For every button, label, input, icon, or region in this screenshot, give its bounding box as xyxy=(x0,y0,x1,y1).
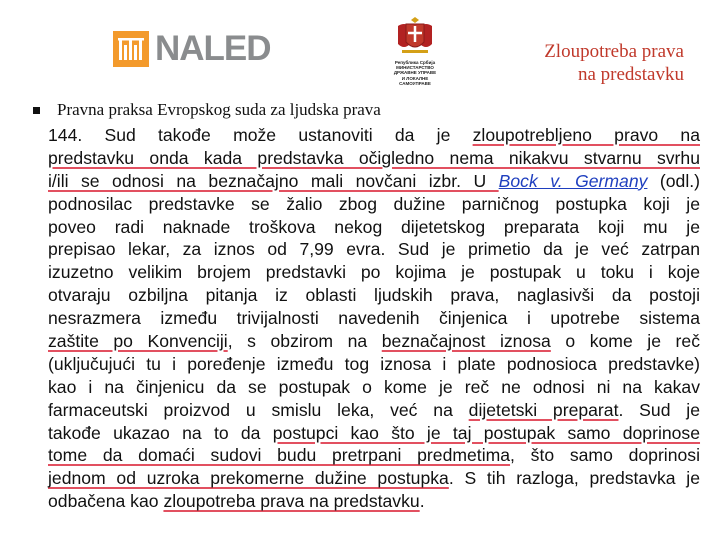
text-run: 144. Sud takođe može ustanoviti da je xyxy=(48,125,473,145)
underlined-phrase: jednom od uzroka prekomerne dužine postupka xyxy=(48,468,449,489)
paragraph-line xyxy=(48,170,700,193)
paragraph-line: (uključujući tu i poređenje između tog iznosa i plate podnosioca predstavke) xyxy=(48,353,700,374)
paragraph-line xyxy=(48,422,700,445)
paragraph-line: poveo radi naknade troškova nekog dijetetskog preparata koji mu je xyxy=(48,216,700,237)
text-run: , s obzirom na xyxy=(227,331,382,352)
text-run: odbačena kao xyxy=(48,491,164,512)
underlined-phrase: tome da domaći sudovi budu pretrpani predmetima xyxy=(48,445,511,466)
naled-logo-text: NALED xyxy=(155,29,271,68)
paragraph-line xyxy=(48,330,700,353)
ministry-caption xyxy=(376,60,454,86)
paragraph-line xyxy=(48,399,700,422)
text-run: o kome je reč xyxy=(550,331,700,352)
text-run: farmaceutski proizvod u smislu leka, već na xyxy=(48,399,469,420)
paragraph-line xyxy=(48,467,700,490)
underlined-phrase: zaštite po Konvenciji xyxy=(48,331,228,352)
text-run: takođe ukazao na to da xyxy=(48,422,273,443)
bullet-text: Pravna praksa Evropskog suda za ljudska prava xyxy=(57,100,381,119)
paragraph-line: otvaraju ozbiljna pitanja iz oblasti ljudskih prava, naglasivši da postoji xyxy=(48,285,700,306)
ministry-line: ДРЖАВНЕ УПРАВЕ xyxy=(393,70,437,76)
text-run: . Sud je xyxy=(618,399,700,420)
underlined-phrase: beznačajnost iznosa xyxy=(381,331,551,352)
paragraph-line: nesrazmera između trivijalnosti navedenih činjenica i upotrebe sistema xyxy=(48,308,700,329)
ministry-line: И ЛОКАЛНЕ xyxy=(401,75,429,81)
slide-title xyxy=(544,40,684,86)
paragraph-line xyxy=(48,124,700,147)
ministry-line: МИНИСТАРСТВО xyxy=(396,65,434,71)
naled-logo xyxy=(113,31,271,67)
square-bullet-icon xyxy=(33,107,40,114)
underlined-phrase: postupci kao što je taj postupak samo doprinose xyxy=(272,422,701,443)
underlined-phrase: zloupotreba prava na predstavku xyxy=(163,491,420,512)
paragraph-line xyxy=(48,444,700,467)
paragraph-line: kao i na činjenicu da se postupak o kome je reč ne odnosi ni na kakav xyxy=(48,376,700,397)
case-link[interactable]: Bock v. Germany xyxy=(498,170,648,191)
scanned-paragraph xyxy=(48,124,700,513)
text-run: . S tih razloga, predstavka je xyxy=(448,468,700,489)
paragraph-line xyxy=(48,490,700,513)
ministry-line: САМОУПРАВЕ xyxy=(399,80,431,86)
bullet-item xyxy=(33,100,381,120)
underlined-phrase: dijetetski preparat xyxy=(468,399,619,420)
slide-title-line-1: Zloupotreba prava xyxy=(544,41,684,62)
text-run: (odl.) xyxy=(647,170,700,191)
underlined-phrase: zloupotrebljeno pravo na xyxy=(472,125,700,145)
paragraph-line: prepisao lekar, za iznos od 7,99 evra. Sud je primetio da je već zatrpan xyxy=(48,239,700,260)
paragraph-line: podnosilac predstavke se žalio zbog dužine parničnog postupka koji je xyxy=(48,193,700,214)
underlined-phrase: i/ili se odnosi na beznačajno mali novčani izbr. U xyxy=(48,170,499,191)
ministry-line: Република Србија xyxy=(394,60,436,65)
naled-logo-mark-icon xyxy=(113,31,149,67)
serbia-coat-of-arms-icon xyxy=(390,14,440,60)
text-run: , što samo doprinosi xyxy=(510,445,700,466)
paragraph-line xyxy=(48,147,700,170)
paragraph-line: izuzetno velikim brojem predstavki po kojima je postupak u toku i koje xyxy=(48,262,700,283)
underlined-phrase: predstavku onda kada predstavka očigledno nema nikakvu stvarnu svrhu xyxy=(48,147,700,168)
slide-title-line-2: na predstavku xyxy=(577,64,684,85)
text-run: . xyxy=(419,491,425,512)
